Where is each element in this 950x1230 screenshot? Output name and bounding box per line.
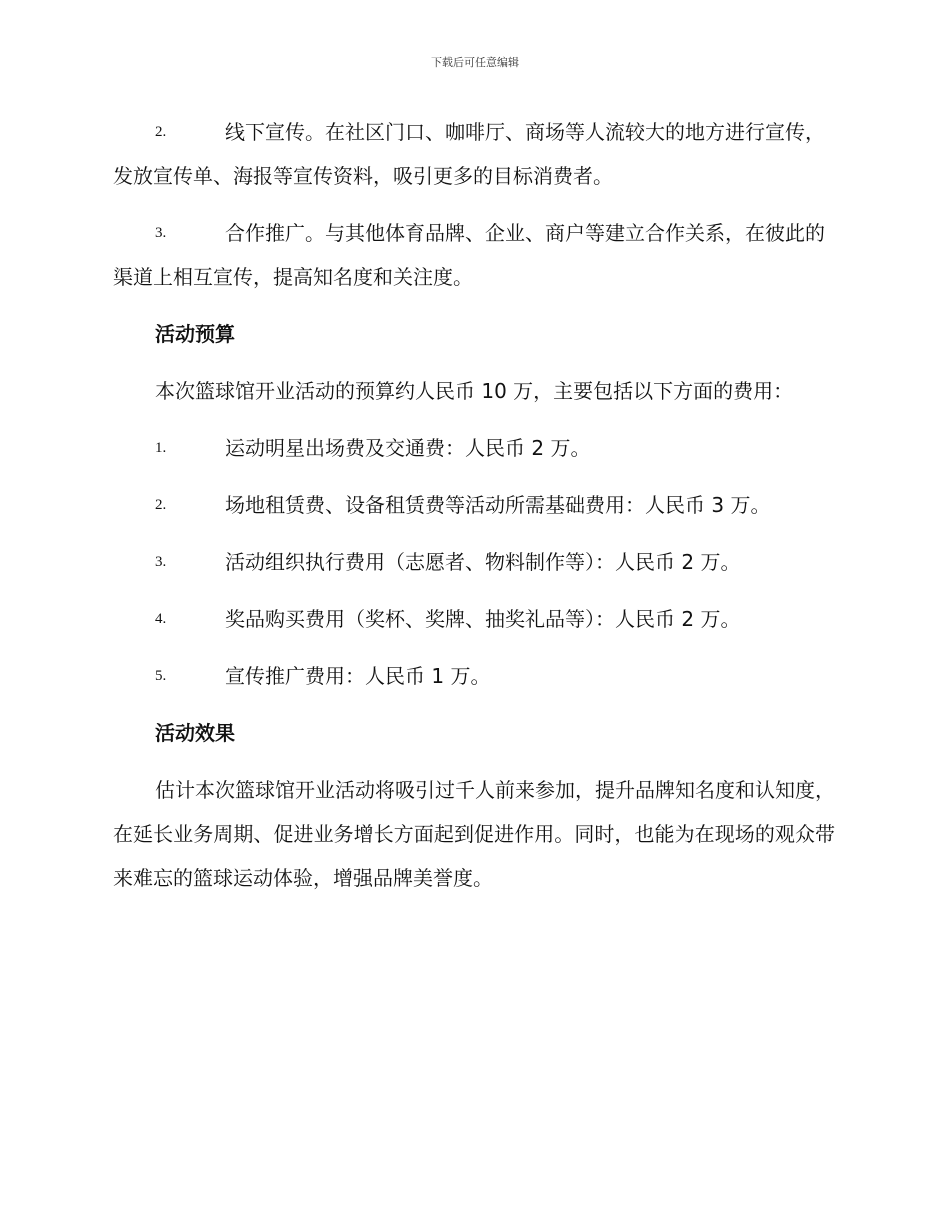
list-number: 4. xyxy=(155,611,167,627)
list-number: 2. xyxy=(155,497,167,513)
list-number: 3. xyxy=(155,554,167,570)
effect-body: 估计本次篮球馆开业活动将吸引过千人前来参加，提升品牌知名度和认知度，在延长业务周期、促进业务增长方面起到促进作用。同时，也能为在现场的观众带来难忘的篮球运动体验，增强品牌美誉度。 xyxy=(113,778,835,890)
page-header: 下载后可任意编辑 xyxy=(431,56,519,69)
budget-item xyxy=(113,654,835,698)
promotion-item-partnership xyxy=(113,211,835,299)
document-body xyxy=(113,110,835,913)
list-number: 1. xyxy=(155,440,167,456)
list-text: 宣传推广费用：人民币 1 万。 xyxy=(225,664,491,688)
list-text: 场地租赁费、设备租赁费等活动所需基础费用：人民币 3 万。 xyxy=(225,493,771,517)
section-heading-budget: 活动预算 xyxy=(155,322,235,346)
budget-intro: 本次篮球馆开业活动的预算约人民币 10 万，主要包括以下方面的费用： xyxy=(155,379,794,403)
list-text: 运动明星出场费及交通费：人民币 2 万。 xyxy=(225,436,591,460)
list-text: 线下宣传。在社区门口、咖啡厅、商场等人流较大的地方进行宣传，发放宣传单、海报等宣传资料，吸引更多的目标消费者。 xyxy=(113,120,825,188)
list-number: 3. xyxy=(155,225,167,241)
list-text: 合作推广。与其他体育品牌、企业、商户等建立合作关系，在彼此的渠道上相互宣传，提高知名度和关注度。 xyxy=(113,221,825,289)
list-text: 活动组织执行费用（志愿者、物料制作等）：人民币 2 万。 xyxy=(225,550,741,574)
list-number: 2. xyxy=(155,124,167,140)
budget-item xyxy=(113,426,835,470)
list-number: 5. xyxy=(155,668,167,684)
promotion-item-offline xyxy=(113,110,835,198)
budget-item xyxy=(113,597,835,641)
list-text: 奖品购买费用（奖杯、奖牌、抽奖礼品等）：人民币 2 万。 xyxy=(225,607,741,631)
budget-item xyxy=(113,540,835,584)
budget-item xyxy=(113,483,835,527)
section-heading-effect: 活动效果 xyxy=(155,721,235,745)
